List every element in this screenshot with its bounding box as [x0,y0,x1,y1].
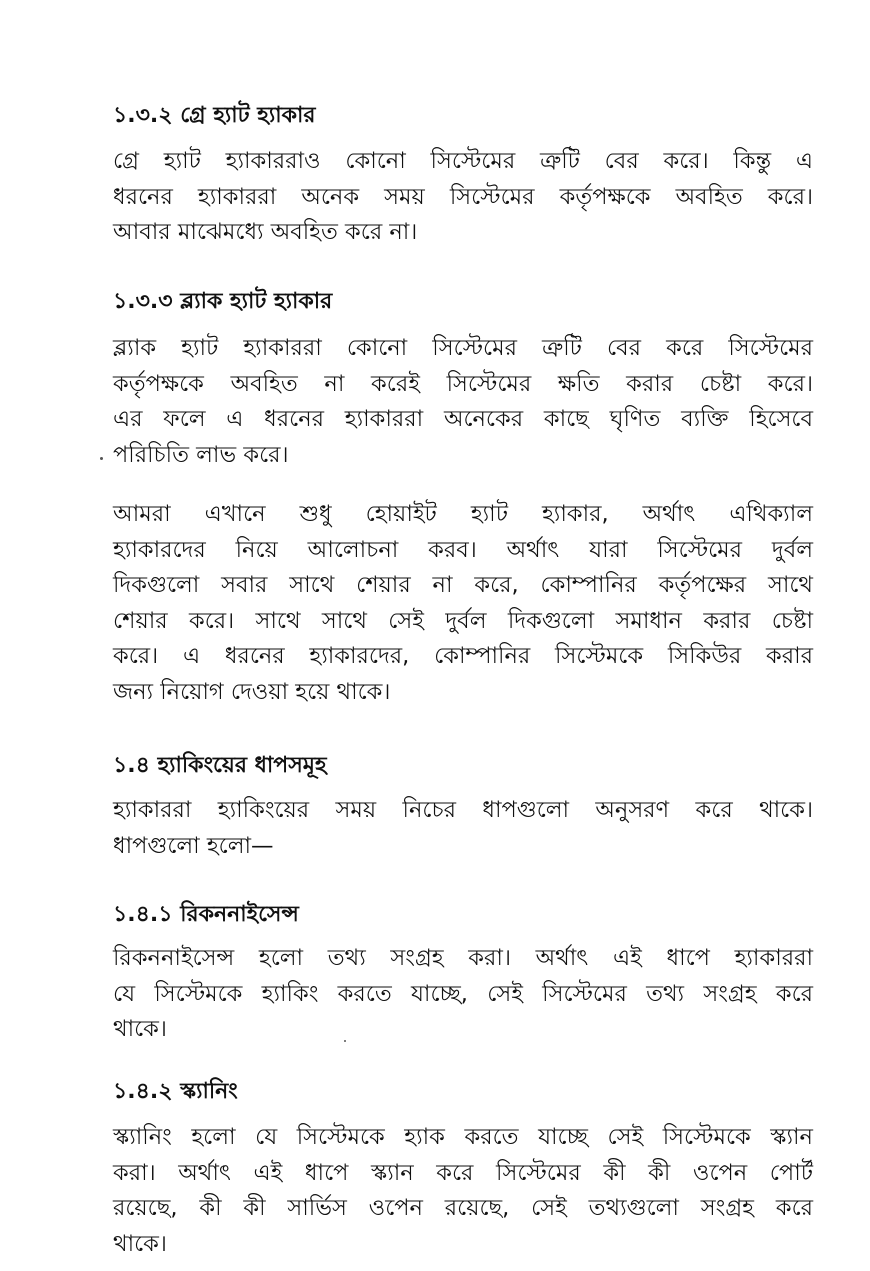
paragraph-black-hat [113,331,813,473]
section-heading-1-4-1: ১.৪.১ রিকননাইসেন্স [113,902,299,927]
text-line: দিকগুলো সবার সাথে শেয়ার না করে, কোম্পানির কর্তৃপক্ষের সাথে [113,572,813,598]
section-heading-1-4: ১.৪ হ্যাকিংয়ের ধাপসমূহ [113,753,327,778]
paragraph-reconnaissance [113,941,813,1048]
section-heading-1-4-2: ১.৪.২ স্ক্যানিং [113,1079,238,1104]
scan-speck [344,1040,346,1042]
text-line: ধাপগুলো হলো— [113,832,274,859]
text-line: ধরনের হ্যাকাররা অনেক সময় সিস্টেমের কর্তৃপক্ষকে অবহিত করে। [113,183,813,210]
text-line: যে সিস্টেমকে হ্যাকিং করতে যাচ্ছে, সেই সিস্টেমের তথ্য সংগ্রহ করে [113,980,813,1007]
paragraph-hacking-steps [113,793,813,864]
text-line: কর্তৃপক্ষকে অবহিত না করেই সিস্টেমের ক্ষতি করার চেষ্টা করে। [113,370,813,397]
paragraph-grey-hat [113,144,813,251]
text-line: আমরা এখানে শুধু হোয়াইট হ্যাট হ্যাকার, অর্থাৎ এথিক্যাল [113,501,813,527]
text-line: শেয়ার করে। সাথে সাথে সেই দুর্বল দিকগুলো সমাধান করার চেষ্টা [113,607,813,634]
paragraph-scanning [113,1120,813,1262]
section-heading-1-3-3: ১.৩.৩ ব্ল্যাক হ্যাট হ্যাকার [113,289,333,314]
paragraph-white-hat [113,497,813,710]
text-line: ব্ল্যাক হ্যাট হ্যাকাররা কোনো সিস্টেমের ত্রুটি বের করে সিস্টেমের [113,335,813,361]
text-line: হ্যাকারদের নিয়ে আলোচনা করব। অর্থাৎ যারা সিস্টেমের দুর্বল [113,536,813,563]
text-line: জন্য নিয়োগ দেওয়া হয়ে থাকে। [113,678,391,705]
scan-speck [100,457,103,460]
text-line: করা। অর্থাৎ এই ধাপে স্ক্যান করে সিস্টেমের কী কী ওপেন পোর্ট [113,1159,813,1186]
text-line: রয়েছে, কী কী সার্ভিস ওপেন রয়েছে, সেই তথ্যগুলো সংগ্রহ করে [113,1195,813,1221]
text-line: পরিচিতি লাভ করে। [113,441,289,468]
text-line: করে। এ ধরনের হ্যাকারদের, কোম্পানির সিস্টেমকে সিকিউর করার [113,643,813,669]
text-line: রিকননাইসেন্স হলো তথ্য সংগ্রহ করা। অর্থাৎ এই ধাপে হ্যাকাররা [113,945,813,971]
text-line: থাকে। [113,1230,167,1257]
text-line: এর ফলে এ ধরনের হ্যাকাররা অনেকের কাছে ঘৃণিত ব্যক্তি হিসেবে [113,406,813,432]
text-line: হ্যাকাররা হ্যাকিংয়ের সময় নিচের ধাপগুলো অনুসরণ করে থাকে। [113,797,813,823]
section-heading-1-3-2: ১.৩.২ গ্রে হ্যাট হ্যাকার [113,103,316,128]
text-line: আবার মাঝেমধ্যে অবহিত করে না। [113,219,418,245]
text-line: গ্রে হ্যাট হ্যাকাররাও কোনো সিস্টেমের ত্রুটি বের করে। কিন্তু এ [113,148,813,174]
text-line: স্ক্যানিং হলো যে সিস্টেমকে হ্যাক করতে যাচ্ছে সেই সিস্টেমকে স্ক্যান [113,1124,813,1150]
text-line: থাকে। [113,1016,167,1042]
